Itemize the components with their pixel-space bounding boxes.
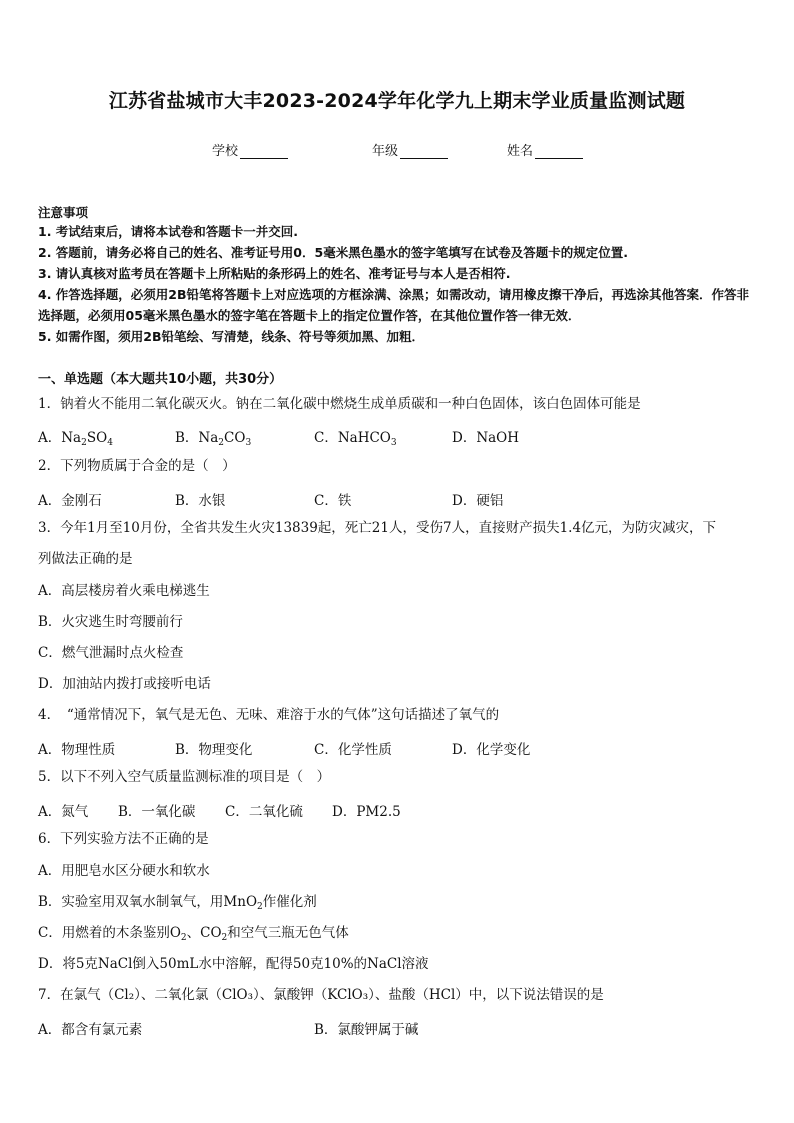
question-3-stem: 3．今年1月至10月份，全省共发生火灾13839起，死亡21人，受伤7人，直接财产损失1.4亿元，为防灾减灾，下 <box>38 520 717 536</box>
note-item: 2. 答题前，请务必将自己的姓名、准考证号用0．5毫米黑色墨水的签字笔填写在试卷及答题卡的规定位置. <box>38 245 628 260</box>
question-1-stem: 1．钠着火不能用二氧化碳灭火。钠在二氧化碳中燃烧生成单质碳和一种白色固体，该白色固体可能是 <box>38 396 641 412</box>
option-b[interactable]: B．水银 <box>175 493 226 509</box>
option-d[interactable]: D．硬铝 <box>452 493 504 509</box>
name-field: 姓名 <box>507 140 583 159</box>
option-a[interactable]: A．氮气 <box>38 804 89 820</box>
option-d[interactable]: D．化学变化 <box>452 742 531 758</box>
question-5-options <box>38 800 760 822</box>
option-b[interactable]: B．火灾逃生时弯腰前行 <box>38 614 183 630</box>
option-c[interactable]: C．二氧化硫 <box>225 804 303 820</box>
note-item: 4. 作答选择题，必须用2B铅笔将答题卡上对应选项的方框涂满、涂黑；如需改动，请用橡皮擦干净后，再选涂其他答案．作答非选择题，必须用05毫米黑色墨水的签字笔在答题卡上的指定位置作答，在其他位置作答一律无效． <box>38 287 750 323</box>
question-3-stem-cont: 列做法正确的是 <box>38 551 133 567</box>
note-item: 1. 考试结束后，请将本试卷和答题卡一并交回. <box>38 224 299 239</box>
question-7-options <box>38 1018 760 1040</box>
option-c[interactable]: C．NaHCO$_3$ <box>314 430 397 448</box>
grade-blank[interactable] <box>400 144 448 159</box>
option-b[interactable]: B．实验室用双氧水制氧气，用MnO$_2$作催化剂 <box>38 894 317 912</box>
option-b[interactable]: B．氯酸钾属于碱 <box>314 1022 419 1038</box>
option-a[interactable]: A．金刚石 <box>38 493 102 509</box>
name-blank[interactable] <box>535 144 583 159</box>
notes-heading: 注意事项 <box>38 205 89 220</box>
option-a[interactable]: A．都含有氯元素 <box>38 1022 143 1038</box>
option-a[interactable]: A．高层楼房着火乘电梯逃生 <box>38 583 210 599</box>
option-c[interactable]: C．用燃着的木条鉴别$O_2$、$CO_2$和空气三瓶无色气体 <box>38 925 349 943</box>
question-2-stem: 2．下列物质属于合金的是（ ） <box>38 458 236 474</box>
question-6-stem: 6．下列实验方法不正确的是 <box>38 831 209 847</box>
question-2-options <box>38 489 760 511</box>
option-d[interactable]: D．将5克NaCl倒入50mL水中溶解，配得50克10%的NaCl溶液 <box>38 956 429 972</box>
option-b[interactable]: B．一氧化碳 <box>118 804 196 820</box>
option-c[interactable]: C．化学性质 <box>314 742 392 758</box>
option-a[interactable]: A．$Na_2SO_4$ <box>38 430 113 448</box>
note-item: 5. 如需作图，须用2B铅笔绘、写清楚，线条、符号等须加黑、加粗． <box>38 329 425 344</box>
option-a[interactable]: A．用肥皂水区分硬水和软水 <box>38 863 210 879</box>
option-c[interactable]: C．铁 <box>314 493 352 509</box>
option-c[interactable]: C．燃气泄漏时点火检查 <box>38 645 184 661</box>
question-7-stem: 7．在氯气（Cl₂）、二氧化氯（ClO₃）、氯酸钾（KClO₃）、盐酸（HCl）中，以下说法错误的是 <box>38 987 604 1003</box>
option-a[interactable]: A．物理性质 <box>38 742 116 758</box>
page-title: 江苏省盐城市大丰2023-2024学年化学九上期末学业质量监测试题 <box>108 90 686 112</box>
question-4-options <box>38 738 760 760</box>
school-blank[interactable] <box>240 144 288 159</box>
question-5-stem: 5．以下不列入空气质量监测标准的项目是（ ） <box>38 769 331 785</box>
option-d[interactable]: D．NaOH <box>452 430 520 446</box>
question-1-options <box>38 426 760 448</box>
section-heading: 一、单选题（本大题共10小题，共30分） <box>38 372 283 387</box>
school-field: 学校 <box>212 140 288 159</box>
option-d[interactable]: D．PM2.5 <box>332 804 401 820</box>
option-d[interactable]: D．加油站内拨打或接听电话 <box>38 676 211 692</box>
grade-field: 年级 <box>372 140 448 159</box>
option-b[interactable]: B．物理变化 <box>175 742 253 758</box>
question-4-stem: 4． “通常情况下，氧气是无色、无味、难溶于水的气体”这句话描述了氧气的 <box>38 707 500 723</box>
option-b[interactable]: B．$Na_2CO_3$ <box>175 430 252 448</box>
note-item: 3. 请认真核对监考员在答题卡上所粘贴的条形码上的姓名、准考证号与本人是否相符. <box>38 266 511 281</box>
